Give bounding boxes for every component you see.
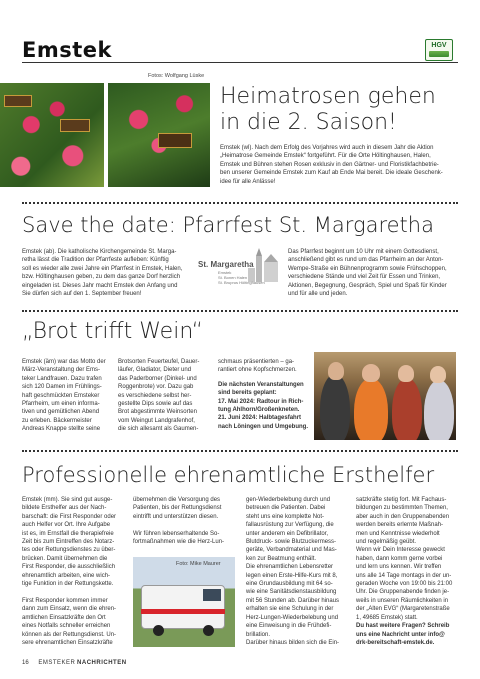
article-brot-col2	[118, 358, 206, 434]
text-line: Emstek (ab). Die katholische Kirchengemeinde St. Marga-	[22, 249, 177, 255]
article-ersthelfer-col4	[356, 496, 460, 647]
text-line: weils in unseren Räumlichkeiten in	[356, 597, 449, 604]
text-line: läufer, Gladiator, Dieter und	[118, 367, 192, 374]
page-footer	[22, 660, 127, 666]
text-line: vom Weingut Landgrafenhof,	[118, 417, 195, 424]
text-line: und regelmäßig geübt.	[356, 539, 417, 546]
headline-ersthelfer: Professionelle ehrenamtliche Ersthelfer	[22, 463, 435, 487]
text-line: soll es wieder alle zwei Jahre ein Pfarrfest in Emstek, Halen,	[22, 265, 183, 272]
text-line: nach Löningen und Umgebung.	[218, 423, 308, 430]
headline-pfarrfest: Save the date: Pfarrfest St. Margaretha	[22, 213, 434, 237]
text-line: Emstek (mm). Sie sind gut ausge-	[22, 497, 113, 503]
text-line: tiven und gemütlichen Abend	[22, 409, 100, 416]
text-line: haft geschmückten Emsteker	[22, 392, 100, 399]
footer-brand-bold: NACHRICHTEN	[77, 660, 127, 666]
text-line: tige Funktion in der Rettungskette.	[22, 581, 114, 588]
text-line: First Responder, die ausschließlich	[22, 564, 116, 571]
text-line: retha lässt die Tradition der Pfarrfeste aufleben: Künftig	[22, 257, 169, 264]
footer-brand: EMSTEKER	[38, 660, 76, 666]
text-line: Sie dürfen sich auf den 1. September freuen!	[22, 291, 142, 298]
text-line: die sich allesamt als Gaumen-	[118, 426, 199, 433]
text-line: legen einen Erste-Hilfe-Kurs mit 8,	[246, 572, 338, 579]
article-brot-col1	[22, 358, 110, 434]
text-line: satzkräfte stetig fort. Mit Fachaus-	[356, 497, 447, 503]
text-line: Die nächsten Veranstaltungen	[218, 381, 304, 388]
text-line: Aktionen, Begegnung, Gespräch, Spiel und Spaß für Kinder	[288, 282, 447, 289]
text-line: mit 56 Stunden ab. Darüber hinaus	[246, 597, 340, 604]
text-line: werden bereits erlernte Maßnah-	[356, 522, 444, 529]
text-line: es verschiedene selbst her-	[118, 392, 192, 399]
text-line: brillation.	[246, 631, 271, 638]
text-line: steht uns eine komplette Not-	[246, 513, 325, 520]
text-line: gestellte Dips sowie auf das	[118, 401, 193, 408]
text-line: ken zur Beatmung enthält.	[246, 555, 317, 562]
text-line: Wenn wir Dein Interesse geweckt	[356, 547, 445, 554]
text-line: sere ehrenamtlichen Einsatzkräfte	[22, 639, 113, 646]
text-line: 17. Mai 2024: Radtour in Rich-	[218, 398, 304, 405]
text-line: erhalten sie eine Schulung in der	[246, 606, 334, 613]
text-line: geraden Woche von 19:00 bis 21:00	[356, 581, 453, 588]
text-line: men und Kenntnisse wiederholt	[356, 530, 440, 537]
text-line: Blutdruck- sowie Blutzuckermess-	[246, 539, 337, 546]
text-line: „Heimatrose Gemeinde Emstek“ fortgeführt. Für die Orte Höltinghausen, Halen,	[220, 153, 431, 160]
text-line: Uhr. Die Gruppenabende finden je-	[356, 589, 450, 596]
text-line	[22, 588, 122, 596]
text-line: geräte, Verbandmaterial und Mas-	[246, 547, 337, 554]
article-brot-col3	[218, 358, 310, 431]
article-pfarrfest-left	[22, 248, 194, 298]
text-line: teker Landfrauen. Dazu trafen	[22, 375, 102, 382]
text-line: drk-bereitschaft-emstek.de.	[356, 639, 435, 646]
text-line: ben unserer Gemeinde Emstek zum Kauf ab Ende Mai bereit. Die ideale Geschenk-	[220, 170, 443, 177]
text-line: 21. Juni 2024: Halbtagesfahrt	[218, 415, 302, 422]
section-divider	[22, 450, 458, 452]
text-line: das Paderborner (Dinkel- und	[118, 375, 197, 382]
text-line: zu erleben. Bäckermeister	[22, 417, 92, 424]
article-heimatrosen-body	[220, 144, 460, 186]
text-line: Brotsorten Feuerteufel, Dauer-	[118, 359, 200, 365]
text-line: und lern uns kennen. Wir treffen	[356, 564, 442, 571]
text-line: sich 120 Damen im Frühlings-	[22, 384, 102, 391]
section-divider	[22, 310, 458, 312]
page-number: 16	[22, 660, 29, 666]
section-divider	[22, 202, 458, 204]
st-margaretha-logo: St. Margaretha Emstek St. Bonen Halen St. Bruprus Höltinghausen	[196, 248, 286, 298]
text-line: übernehmen die Versorgung des	[133, 497, 221, 503]
photo-credit-ambulance: Foto: Mike Maurer	[176, 561, 221, 567]
text-line: unter anderem ein Defibrillator,	[246, 530, 329, 537]
text-line: wie eine Sanitätsdienstausbildung	[246, 589, 337, 596]
text-line: barschaft: die First Responder oder	[22, 513, 117, 520]
masthead-title: Emstek	[22, 38, 112, 62]
photo-credit: Fotos: Wolfgang Lüske	[148, 73, 205, 79]
text-line: anschließend gibt es rund um das Pfarrheim an der Anton-	[288, 257, 444, 264]
text-line: Das Pfarrfest beginnt um 10 Uhr mit einem Gottesdienst,	[288, 249, 439, 255]
text-line: Darüber hinaus bilden sich die Ein-	[246, 639, 340, 646]
landfrauen-photo	[314, 352, 456, 440]
text-line: Emstek (wl). Nach dem Erfolg des Vorjahres wird auch in diesem Jahr die Aktion	[220, 145, 434, 151]
text-line: verschiedene Stände und viel Zeit für Essen und Trinken,	[288, 274, 441, 281]
roses-photo-right	[108, 83, 210, 187]
text-line: uns alle 14 Tage montags in der un-	[356, 572, 452, 579]
roses-photo-left	[0, 83, 104, 187]
text-line: bildungen zu bestimmten Themen,	[356, 505, 448, 512]
text-line: idee für alle Anlässe!	[220, 178, 276, 185]
text-line: und für alle und jeden.	[288, 291, 348, 298]
article-ersthelfer-col1	[22, 496, 122, 647]
headline-heimatrosen: Heimatrosen gehen in die 2. Saison!	[220, 84, 436, 135]
text-line: betreuen die Patienten. Dabei	[246, 505, 326, 512]
text-line: brücken. Damit übernehmen die	[22, 555, 108, 562]
text-line: Herz-Lungen-Wiederbelebung und	[246, 614, 339, 621]
text-line: Wempe-Straße ein Bühnenprogramm sowie Frühschoppen,	[288, 265, 447, 272]
text-line: gen-Wiederbelebung durch und	[246, 497, 331, 503]
text-line: rantiert ohne Kopfschmerzen.	[218, 367, 297, 374]
text-line: dann zum Einsatz, wenn die ehren-	[22, 606, 117, 613]
text-line: uns eine Nachricht unter info@	[356, 631, 445, 638]
text-line: Zeit bis zum Eintreffen des Notarz-	[22, 539, 115, 546]
text-line: Du hast weitere Fragen? Schreib	[356, 623, 450, 630]
text-line: Andreas Knappe stellte seine	[22, 426, 101, 433]
text-line: 1, 49685 Emstek) statt.	[356, 614, 418, 621]
text-line: aber auch in den Gruppenabenden	[356, 513, 450, 520]
text-line: First Responder kommen immer	[22, 597, 108, 604]
text-line: eine Einweisung in die Frühdefi-	[246, 623, 332, 630]
text-line: haben, dann komm gerne vorbei	[356, 555, 443, 562]
text-line: bzw. Höltinghausen geben, zu dem das ganze Dorf herzlich	[22, 274, 181, 281]
text-line: Pfarrheim, um einen informa-	[22, 401, 100, 408]
text-line: auch Helfer vor Ort. Ihre Aufgabe	[22, 522, 111, 529]
article-ersthelfer-col2	[133, 496, 235, 546]
ambulance-photo	[133, 557, 235, 647]
text-line: März-Veranstaltung der Ems-	[22, 367, 101, 374]
text-line: Emstek (äm) war das Motto der	[22, 359, 106, 365]
text-line: Brot abgestimmte Weinsorten	[118, 409, 197, 416]
text-line: Emstek und Bühren stehen Rosen exklusiv in den Gärtner- und Floristikfachbetrie-	[220, 161, 439, 168]
top-rule	[22, 62, 458, 63]
hgv-logo: HGV	[425, 39, 453, 61]
text-line: eine Grundausbildung mit 64 so-	[246, 581, 333, 588]
text-line: schmaus präsentierten – ga-	[218, 359, 295, 365]
text-line: Die ehrenamtlichen Lebensretter	[246, 564, 334, 571]
text-line: sind bereits geplant:	[218, 390, 277, 397]
article-ersthelfer-col3	[246, 496, 348, 647]
text-line	[133, 521, 235, 529]
text-line: fortmaßnahmen wie die Herz-Lun-	[133, 539, 225, 546]
text-line: Roggenbrote) vor. Dazu gab	[118, 384, 194, 391]
text-line: amtlichen Einsatzkräfte den Ort	[22, 614, 106, 621]
text-line: Wir führen lebenserhaltende So-	[133, 530, 220, 537]
text-line: eines Notfalls schneller erreichen	[22, 623, 111, 630]
text-line: ist es, im Ernstfall die therapiefreie	[22, 530, 114, 537]
text-line: können als der Rettungsdienst. Un-	[22, 631, 117, 638]
text-line: fallausrüstung zur Verfügung, die	[246, 522, 334, 529]
text-line: eintrifft und unterstützen diesen.	[133, 513, 219, 520]
text-line: tes oder Rettungsdienstes zu über-	[22, 547, 116, 554]
text-line: Patienten, bis der Rettungsdienst	[133, 505, 222, 512]
text-line: eingeladen ist. Dieses Jahr macht Emstek den Anfang und	[22, 282, 178, 289]
text-line: bildete Ersthelfer aus der Nach-	[22, 505, 107, 512]
text-line: der „Alten EVG“ (Margaretenstraße	[356, 606, 450, 613]
text-line: tung Ahlhorn/Großenkneten.	[218, 407, 300, 414]
text-line: ehrenamtlich arbeiten, eine wich-	[22, 572, 111, 579]
headline-brot-wein: „Brot trifft Wein“	[22, 319, 204, 344]
article-pfarrfest-right	[288, 248, 460, 298]
